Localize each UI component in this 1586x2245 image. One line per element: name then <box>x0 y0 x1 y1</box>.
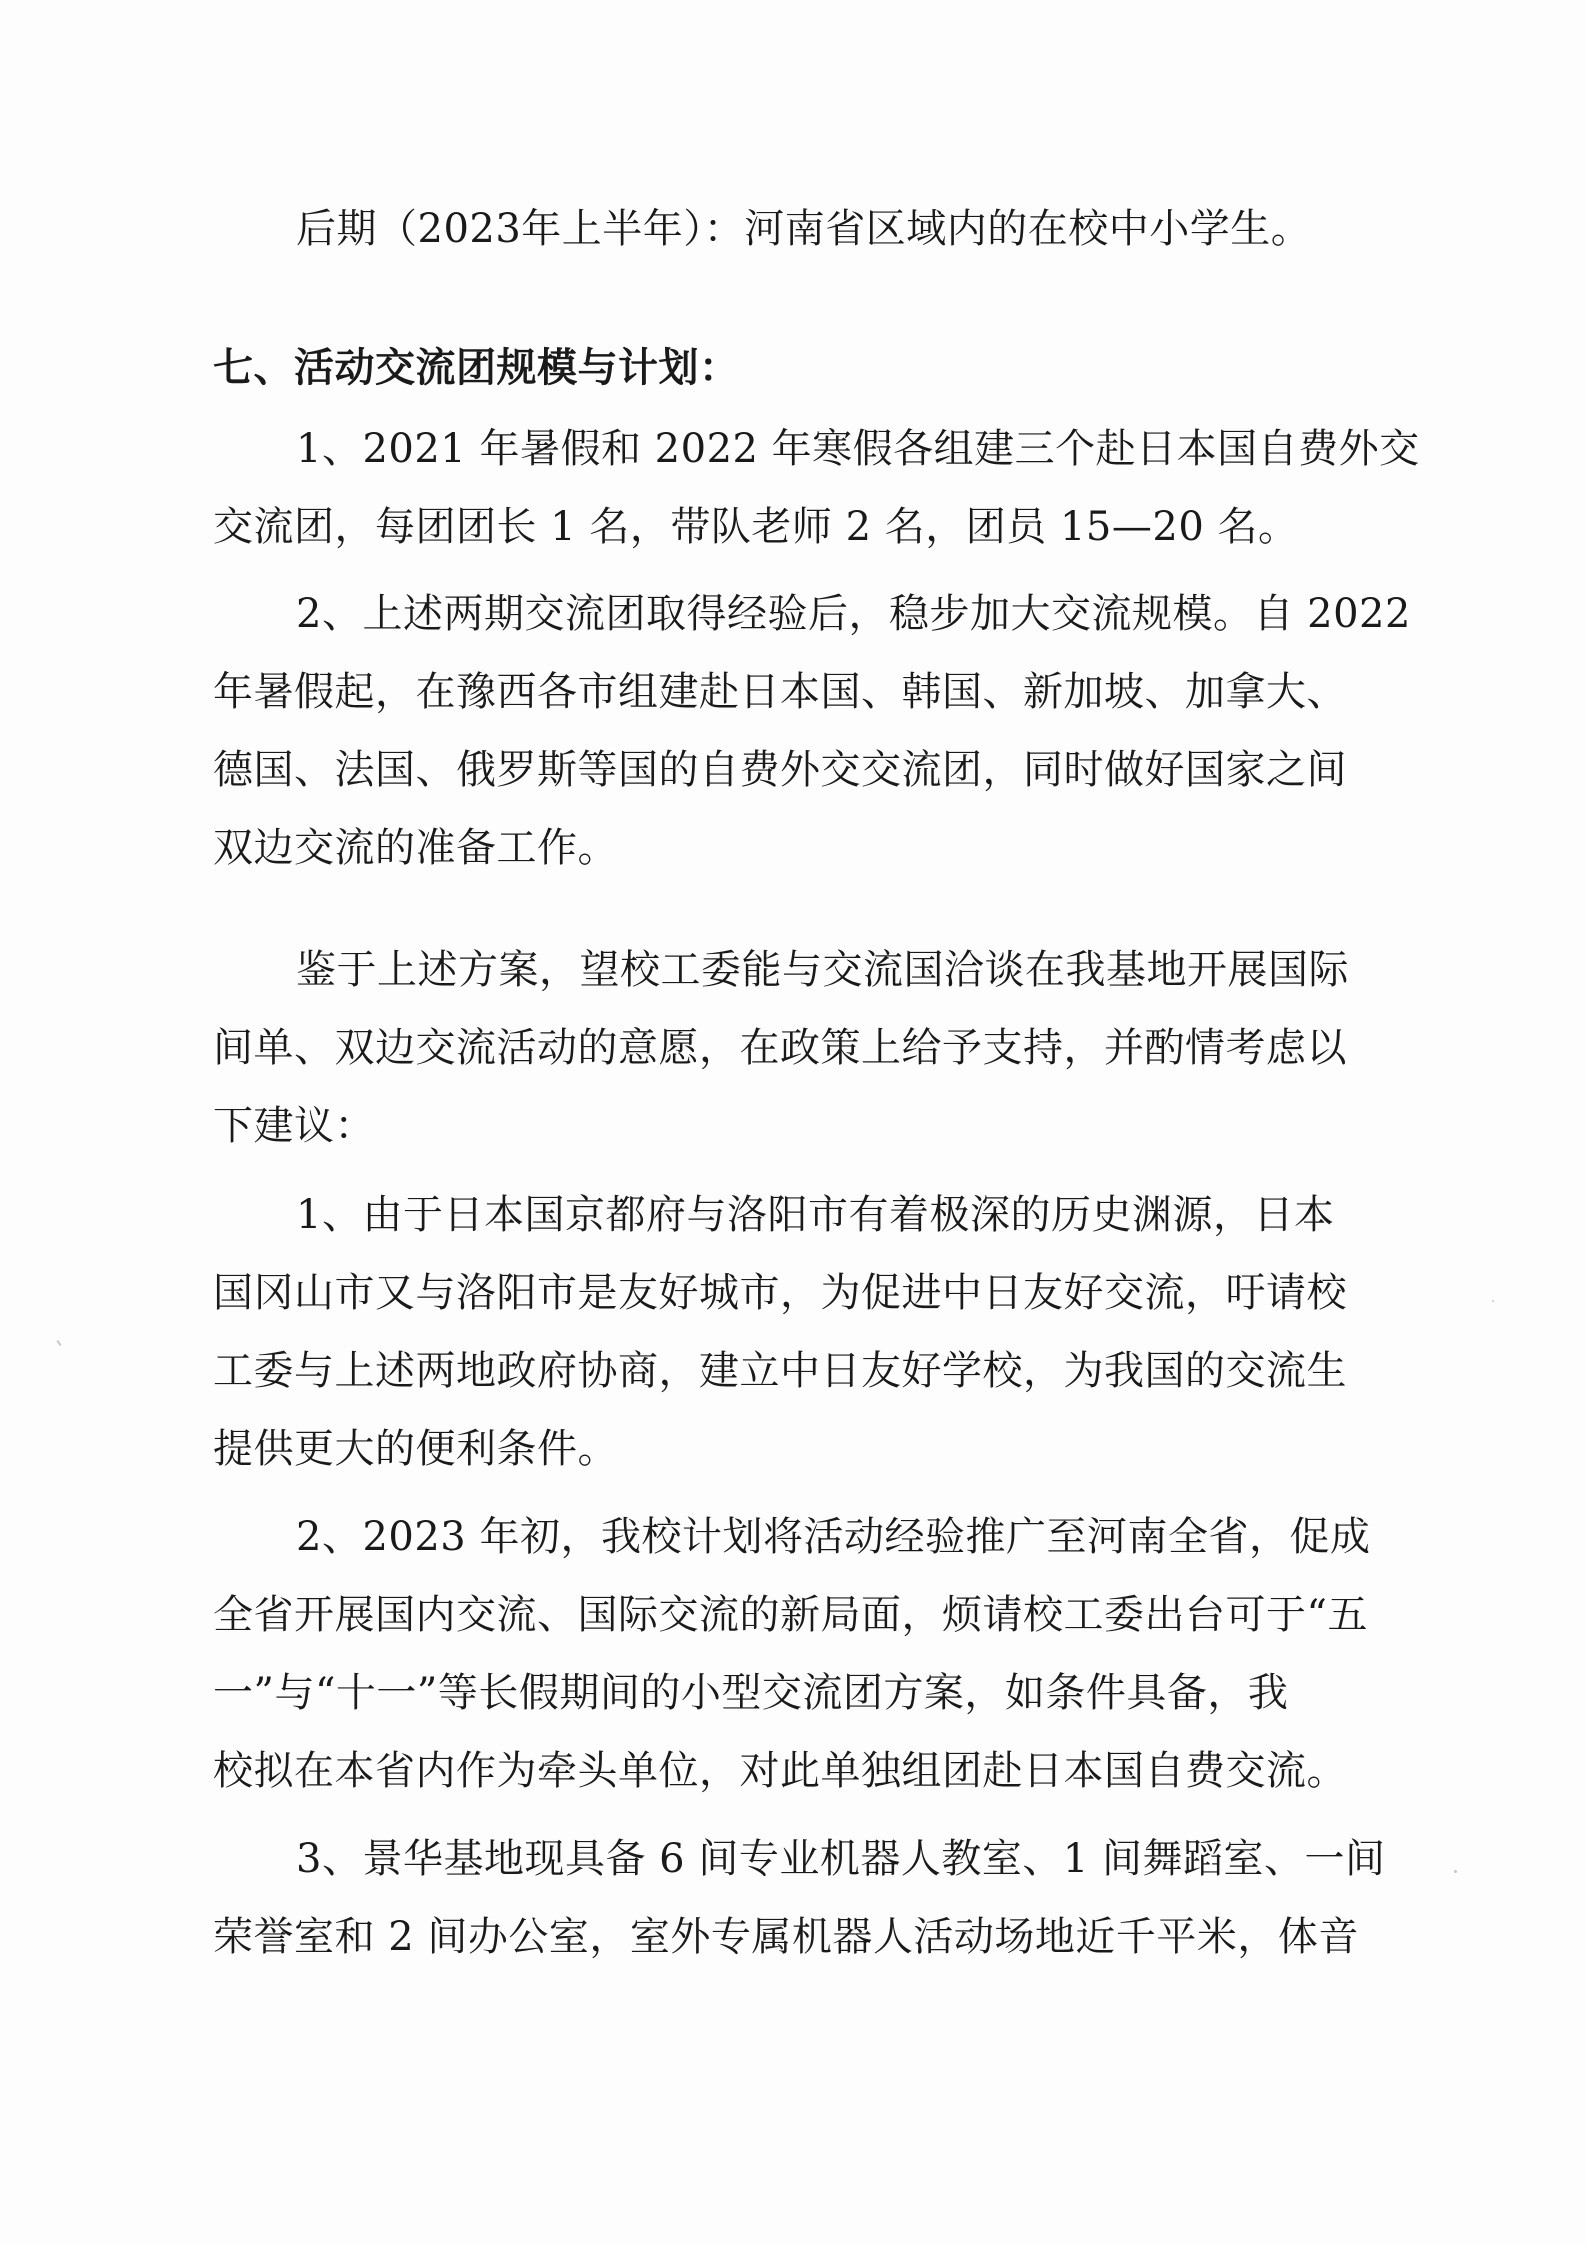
text-line: 2、2023 年初，我校计划将活动经验推广至河南全省，促成 <box>296 1514 1371 1560</box>
text-line: 交流团，每团团长 1 名，带队老师 2 名，团员 15—20 名。 <box>213 504 1299 550</box>
text-line: 国冈山市又与洛阳市是友好城市，为促进中日友好交流，吁请校 <box>213 1270 1347 1316</box>
scan-speck <box>1492 1300 1494 1302</box>
text-line: 年暑假起，在豫西各市组建赴日本国、韩国、新加坡、加拿大、 <box>213 669 1347 715</box>
text-line: 一”与“十一”等长假期间的小型交流团方案，如条件具备，我 <box>213 1670 1289 1716</box>
text-line: 2、上述两期交流团取得经验后，稳步加大交流规模。自 2022 <box>296 591 1411 637</box>
text-line: 全省开展国内交流、国际交流的新局面，烦请校工委出台可于“五 <box>213 1592 1368 1638</box>
text-line: 间单、双边交流活动的意愿，在政策上给予支持，并酌情考虑以 <box>213 1025 1347 1071</box>
text-line: 德国、法国、俄罗斯等国的自费外交交流团，同时做好国家之间 <box>213 747 1347 793</box>
text-line: 荣誉室和 2 间办公室，室外专属机器人活动场地近千平米，体音 <box>213 1914 1359 1960</box>
text-line: 双边交流的准备工作。 <box>213 825 618 871</box>
text-line: 下建议： <box>213 1103 375 1149</box>
text-line: 3、景华基地现具备 6 间专业机器人教室、1 间舞蹈室、一间 <box>296 1836 1386 1882</box>
text-line: 1、2021 年暑假和 2022 年寒假各组建三个赴日本国自费外交 <box>296 426 1420 472</box>
text-line: 校拟在本省内作为牵头单位，对此单独组团赴日本国自费交流。 <box>213 1748 1347 1794</box>
section-heading: 七、活动交流团规模与计划： <box>213 344 740 391</box>
text-line: 鉴于上述方案，望校工委能与交流国洽谈在我基地开展国际 <box>296 947 1349 993</box>
text-line: 工委与上述两地政府协商，建立中日友好学校，为我国的交流生 <box>213 1348 1347 1394</box>
text-line: 1、由于日本国京都府与洛阳市有着极深的历史渊源，日本 <box>296 1192 1335 1238</box>
text-line: 提供更大的便利条件。 <box>213 1426 618 1472</box>
text-line: 后期（2023年上半年）：河南省区域内的在校中小学生。 <box>296 206 1312 252</box>
scan-speck <box>1454 1870 1457 1873</box>
